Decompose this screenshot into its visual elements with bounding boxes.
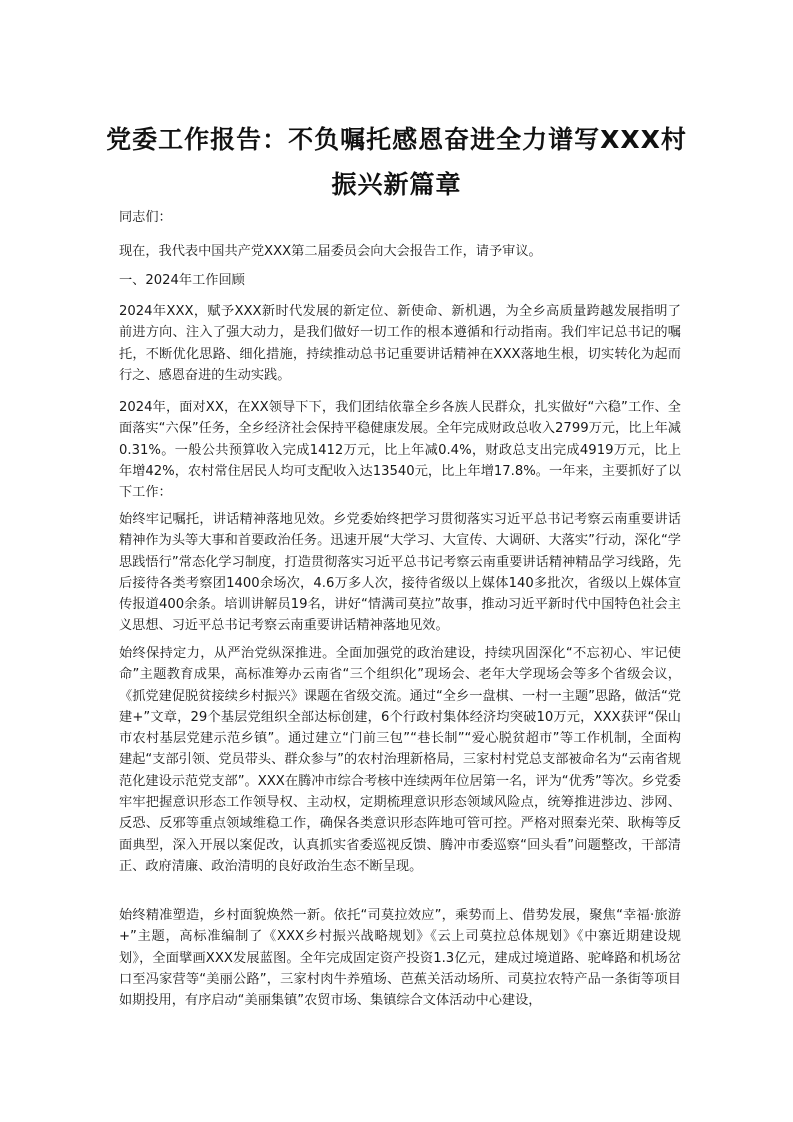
document-title-line-1: 党委工作报告：不负嘱托感恩奋进全力谱写XXX村 <box>106 125 687 154</box>
paragraph: 2024年，面对XX，在XX领导下下，我们团结依靠全乡各族人民群众，扎实做好“六稳”工作、全面落实“六保”任务，全乡经济社会保持平稳健康发展。全年完成财政总收入2799万元，比上年减0.31%。一般公共预算收入完成1412万元，比上年减0.4%，财政总支出完成4919万元，比上年增42%，农村常住居民人均可支配收入达13540元，比上年增17.8%。一年来，主要抓好了以下工作： <box>119 400 681 501</box>
paragraph: 始终牢记嘱托，讲话精神落地见效。乡党委始终把学习贯彻落实习近平总书记考察云南重要讲话精神作为头等大事和首要政治任务。迅速开展“大学习、大宣传、大调研、大落实”行动，深化“学思践悟行”常态化学习制度，打造贯彻落实习近平总书记考察云南重要讲话精神精品学习线路，先后接待各类考察团1400余场次，4.6万多人次，接待省级以上媒体140多批次，省级以上媒体宣传报道400余条。培训讲解员19名，讲好“情满司莫拉”故事，推动习近平新时代中国特色社会主义思想、习近平总书记考察云南重要讲话精神落地见效。 <box>119 512 681 634</box>
section-heading: 一、2024年工作回顾 <box>119 273 245 288</box>
paragraph: 2024年XXX，赋予XXX新时代发展的新定位、新使命、新机遇，为全乡高质量跨越发展指明了前进方向、注入了强大动力，是我们做好一切工作的根本遵循和行动指南。我们牢记总书记的嘱托，不断优化思路、细化措施，持续推动总书记重要讲话精神在XXX落地生根，切实转化为起而行之、感恩奋进的生动实践。 <box>119 304 681 383</box>
greeting: 同志们： <box>119 210 172 225</box>
report-intro: 现在，我代表中国共产党XXX第二届委员会向大会报告工作，请予审议。 <box>119 244 542 259</box>
paragraph: 始终保持定力，从严治党纵深推进。全面加强党的政治建设，持续巩固深化“不忘初心、牢记使命”主题教育成果，高标准筹办云南省“三个组织化”现场会、老年大学现场会等多个省级会议，《抓党建促脱贫接续乡村振兴》课题在省级交流。通过“全乡一盘棋、一村一主题”思路，做活“党建+”文章，29个基层党组织全部达标创建，6个行政村集体经济均突破10万元，XXX获评“保山市农村基层党建示范乡镇”。通过建立“门前三包”“巷长制”“爱心脱贫超市”等工作机制，全面构建起“支部引领、党员带头、群众参与”的农村治理新格局，三家村村党总支部被命名为“云南省规范化建设示范党支部”。XXX在腾冲市综合考核中连续两年位居第一名，评为“优秀”等次。乡党委牢牢把握意识形态工作领导权、主动权，定期梳理意识形态领域风险点，统筹推进涉边、涉网、反恐、反邪等重点领域维稳工作，确保各类意识形态阵地可管可控。严格对照秦光荣、耿梅等反面典型，深入开展以案促改，认真抓实省委巡视反馈、腾冲市委巡察“回头看”问题整改，干部清正、政府清廉、政治清明的良好政治生态不断呈现。 <box>119 646 681 874</box>
paragraph: 始终精准塑造，乡村面貌焕然一新。依托“司莫拉效应”，乘势而上、借势发展，聚焦“幸福·旅游+”主题，高标准编制了《XXX乡村振兴战略规划》《云上司莫拉总体规划》《中寨近期建设规划》，全面擘画XXX发展蓝图。全年完成固定资产投资1.3亿元，建成过境道路、驼峰路和机场岔口至冯家营等“美丽公路”，三家村肉牛养殖场、芭蕉关活动场所、司莫拉农特产品一条街等项目如期投用，有序启动“美丽集镇”农贸市场、集镇综合文体活动中心建设， <box>119 908 681 1009</box>
document-title-line-2: 振兴新篇章 <box>331 170 462 199</box>
